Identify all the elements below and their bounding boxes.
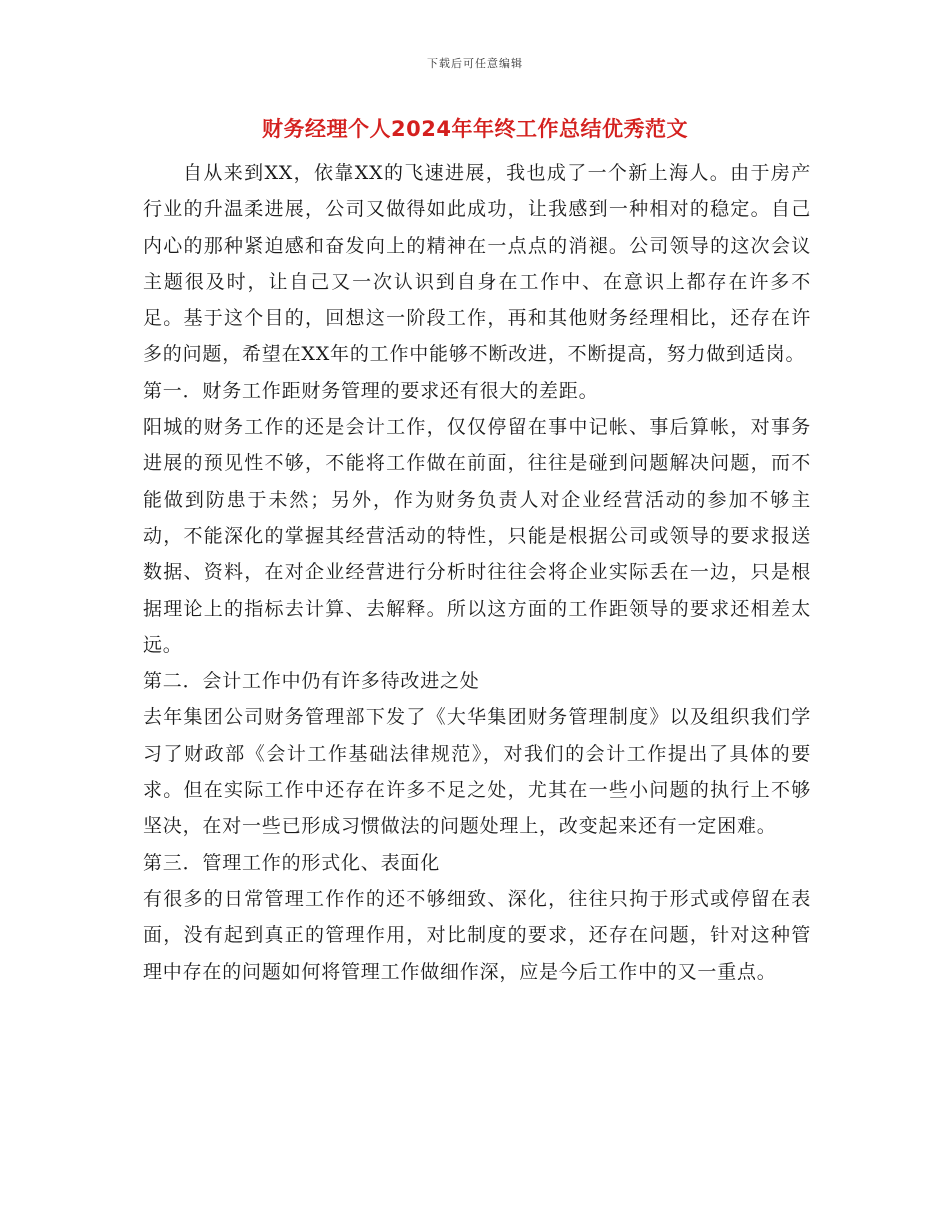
header-note: 下载后可任意编辑: [427, 57, 523, 70]
document-title: 财务经理个人2024年年终工作总结优秀范文: [262, 117, 688, 141]
section-heading-3: 第三．管理工作的形式化、表面化: [143, 851, 441, 874]
document-body: [143, 155, 811, 990]
section-heading-1: 第一．财务工作距财务管理的要求还有很大的差距。: [143, 379, 599, 402]
paragraph-intro: 自从来到XX，依靠XX的飞速进展，我也成了一个新上海人。由于房产行业的升温柔进展，公司又做得如此成功，让我感到一种相对的稳定。自己内心的那种紧迫感和奋发向上的精神在一点点的消褪。公司领导的这次会议主题很及时，让自己又一次认识到自身在工作中、在意识上都存在许多不足。基于这个目的，回想这一阶段工作，再和其他财务经理相比，还存在许多的问题，希望在XX年的工作中能够不断改进，不断提高，努力做到适岗。: [143, 162, 811, 366]
paragraph-section-2: 去年集团公司财务管理部下发了《大华集团财务管理制度》以及组织我们学习了财政部《会计工作基础法律规范》，对我们的会计工作提出了具体的要求。但在实际工作中还存在许多不足之处，尤其在一些小问题的执行上不够坚决，在对一些已形成习惯做法的问题处理上，改变起来还有一定困难。: [143, 706, 811, 838]
section-heading-2: 第二．会计工作中仍有许多待改进之处: [143, 670, 480, 693]
paragraph-section-1: 阳城的财务工作的还是会计工作，仅仅停留在事中记帐、事后算帐，对事务进展的预见性不够，不能将工作做在前面，往往是碰到问题解决问题，而不能做到防患于未然；另外，作为财务负责人对企业经营活动的参加不够主动，不能深化的掌握其经营活动的特性，只能是根据公司或领导的要求报送数据、资料，在对企业经营进行分析时往往会将企业实际丢在一边，只是根据理论上的指标去计算、去解释。所以这方面的工作距领导的要求还相差太远。: [143, 416, 811, 656]
paragraph-section-3: 有很多的日常管理工作作的还不够细致、深化，往往只拘于形式或停留在表面，没有起到真正的管理作用，对比制度的要求，还存在问题，针对这种管理中存在的问题如何将管理工作做细作深，应是今后工作中的又一重点。: [143, 887, 811, 983]
